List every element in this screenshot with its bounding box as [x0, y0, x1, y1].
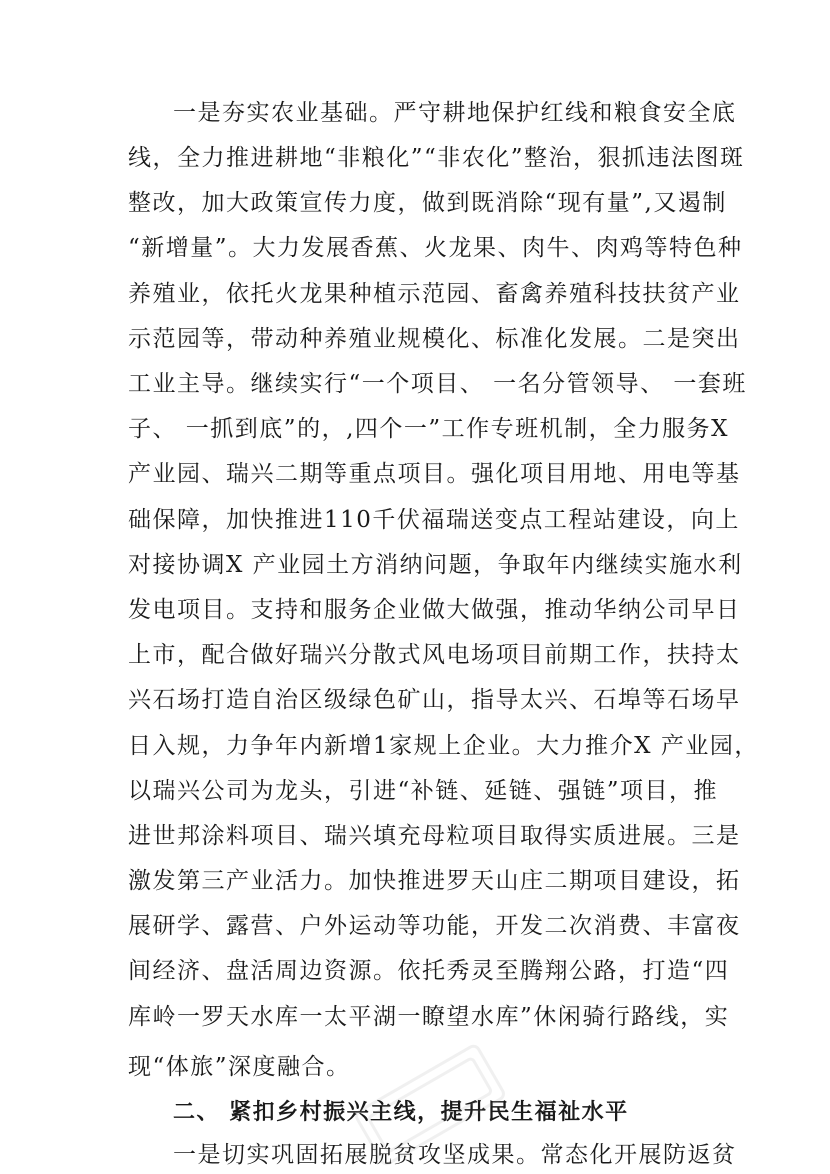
paragraph-line: 发电项目。支持和服务企业做大做强，推动华纳公司早日: [128, 597, 741, 623]
paragraph-line: 工业主导。继续实行“一个项目、 一名分管领导、 一套班: [128, 371, 747, 397]
paragraph-line: 对接协调X 产业园土方消纳问题，争取年内继续实施水利: [128, 552, 743, 578]
paragraph-line: 兴石场打造自治区级绿色矿山，指导太兴、石埠等石场早: [128, 687, 741, 713]
paragraph-line: 上市，配合做好瑞兴分散式风电场项目前期工作，扶持太: [128, 642, 741, 668]
paragraph-line: 激发第三产业活力。加快推进罗天山庄二期项目建设，拓: [128, 868, 741, 894]
paragraph-line: 库岭一罗天水库一太平湖一瞭望水库”休闲骑行路线，实: [128, 1004, 730, 1030]
paragraph-line: “新增量”。大力发展香蕉、火龙果、肉牛、肉鸡等特色种: [128, 235, 743, 261]
watermark-stamp-icon: [330, 1040, 530, 1170]
paragraph-line: 进世邦涂料项目、瑞兴填充母粒项目取得实质进展。三是: [128, 823, 741, 849]
paragraph-line: 以瑞兴公司为龙头，引进“补链、延链、强链”项目，推: [128, 778, 719, 804]
paragraph-line: 展研学、露营、户外运动等功能，开发二次消费、丰富夜: [128, 913, 741, 939]
section-heading: 二、 紧扣乡村振兴主线，提升民生福祉水平: [173, 1100, 629, 1125]
paragraph-line: 养殖业，依托火龙果种植示范园、畜禽养殖科技扶贫产业: [128, 281, 741, 307]
paragraph-line: 间经济、盘活周边资源。依托秀灵至腾翔公路，打造“四: [128, 958, 730, 984]
paragraph-line: 一是夯实农业基础。严守耕地保护红线和粮食安全底: [173, 100, 737, 126]
paragraph-line: 一是切实巩固拓展脱贫攻坚成果。常态化开展防返贫: [173, 1142, 737, 1168]
paragraph-line: 产业园、瑞兴二期等重点项目。强化项目用地、用电等基: [128, 461, 741, 487]
paragraph-line: 线，全力推进耕地“非粮化”“非农化”整治，狠抓违法图斑: [128, 145, 745, 171]
paragraph-line: 日入规，力争年内新增1家规上企业。大力推介X 产业园，: [128, 733, 759, 759]
paragraph-line: 子、 一抓到底”的，,四个一”工作专班机制，全力服务X: [128, 416, 730, 442]
paragraph-line: 整改，加大政策宣传力度，做到既消除“现有量”,又遏制: [128, 190, 727, 216]
paragraph-line: 示范园等，带动种养殖业规模化、标准化发展。二是突出: [128, 326, 741, 352]
paragraph-line: 础保障，加快推进110千伏福瑞送变点工程站建设，向上: [128, 507, 740, 533]
paragraph-line: 现“体旅”深度融合。: [128, 1054, 351, 1080]
